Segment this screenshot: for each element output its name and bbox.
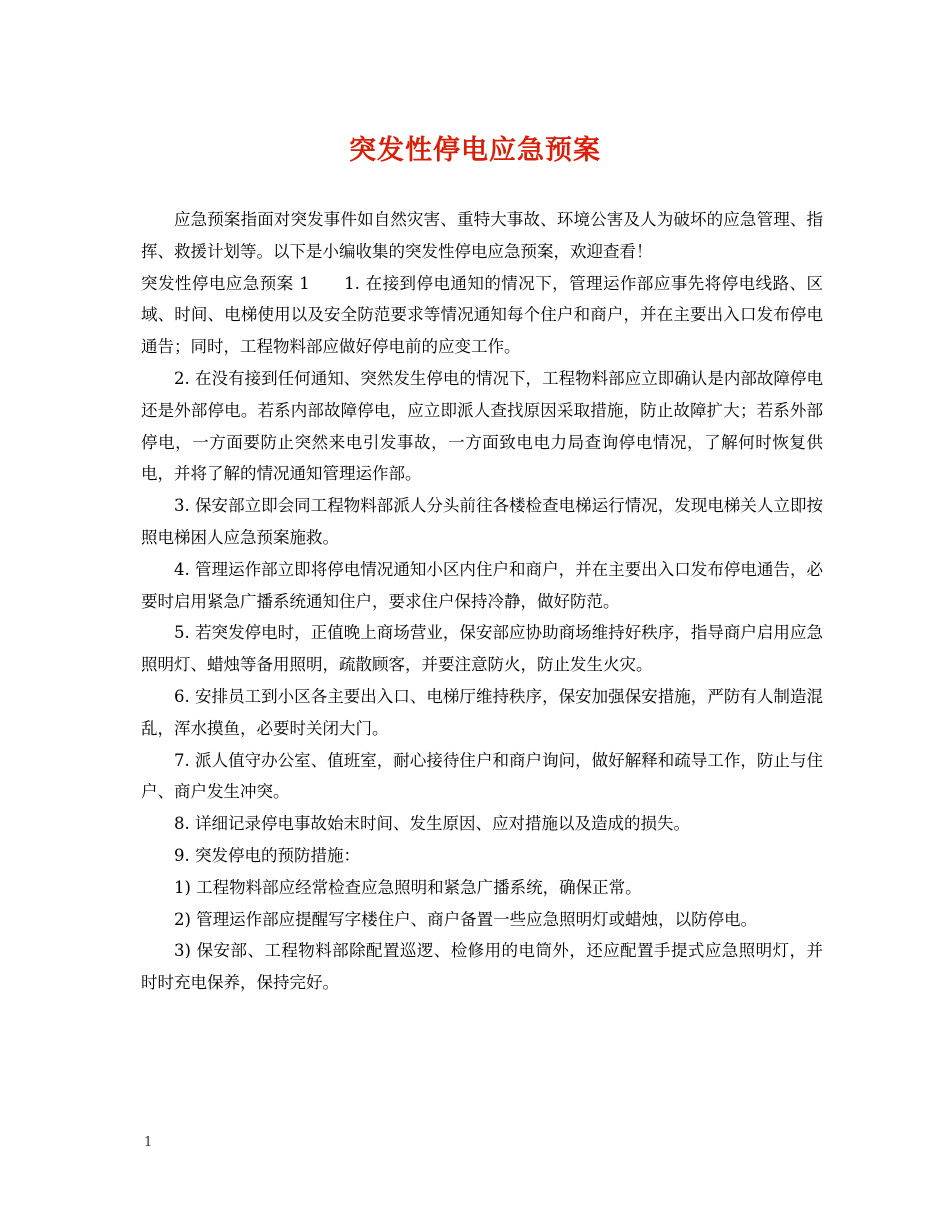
paragraph-item-8: 8. 详细记录停电事故始末时间、发生原因、应对措施以及造成的损失。 <box>174 814 690 834</box>
paragraph-item-2: 2. 在没有接到任何通知、突然发生停电的情况下，工程物料部应立即确认是内部故障停电还是外部停电。若系内部故障停电，应立即派人查找原因采取措施，防止故障扩大；若系外部停电，一方面要防止突然来电引发事故，一方面致电电力局查询停电情况，了解何时恢复供电，并将了解的情况通知管理运作部。 <box>141 368 823 484</box>
paragraph-item-7: 7. 派人值守办公室、值班室，耐心接待住户和商户询问，做好解释和疏导工作，防止与住户、商户发生冲突。 <box>141 750 823 802</box>
paragraph-item-3: 3. 保安部立即会同工程物料部派人分头前往各楼检查电梯运行情况，发现电梯关人立即按照电梯困人应急预案施救。 <box>141 496 823 547</box>
paragraph-item-9: 9. 突发停电的预防措施： <box>174 845 360 865</box>
paragraph-sub-1: 1) 工程物料部应经常检查应急照明和紧急广播系统，确保正常。 <box>174 877 642 897</box>
paragraph-sub-3: 3) 保安部、工程物料部除配置巡逻、检修用的电筒外，还应配置手提式应急照明灯，并时时充电保养，保持完好。 <box>141 941 823 993</box>
paragraph-intro: 应急预案指面对突发事件如自然灾害、重特大事故、环境公害及人为破坏的应急管理、指挥、救援计划等。以下是小编收集的突发性停电应急预案，欢迎查看！ <box>141 210 823 261</box>
document-body <box>141 204 823 999</box>
paragraph-item-5: 5. 若突发停电时，正值晚上商场营业，保安部应协助商场维持好秩序，指导商户启用应急照明灯、蜡烛等备用照明，疏散顾客，并要注意防火，防止发生火灾。 <box>141 623 823 675</box>
paragraph-item-4: 4. 管理运作部立即将停电情况通知小区内住户和商户，并在主要出入口发布停电通告，必要时启用紧急广播系统通知住户，要求住户保持冷静，做好防范。 <box>141 559 823 611</box>
document-title: 突发性停电应急预案 <box>349 135 601 166</box>
page-number: 1 <box>144 1135 153 1150</box>
paragraph-item-1: 突发性停电应急预案 1 1. 在接到停电通知的情况下，管理运作部应事先将停电线路、区域、时间、电梯使用以及安全防范要求等情况通知每个住户和商户，并在主要出入口发布停电通告；同时，工程物料部应做好停电前的应变工作。 <box>141 273 823 357</box>
paragraph-sub-2: 2) 管理运作部应提醒写字楼住户、商户备置一些应急照明灯或蜡烛，以防停电。 <box>174 909 758 929</box>
paragraph-item-6: 6. 安排员工到小区各主要出入口、电梯厅维持秩序，保安加强保安措施，严防有人制造混乱，浑水摸鱼，必要时关闭大门。 <box>141 686 823 738</box>
